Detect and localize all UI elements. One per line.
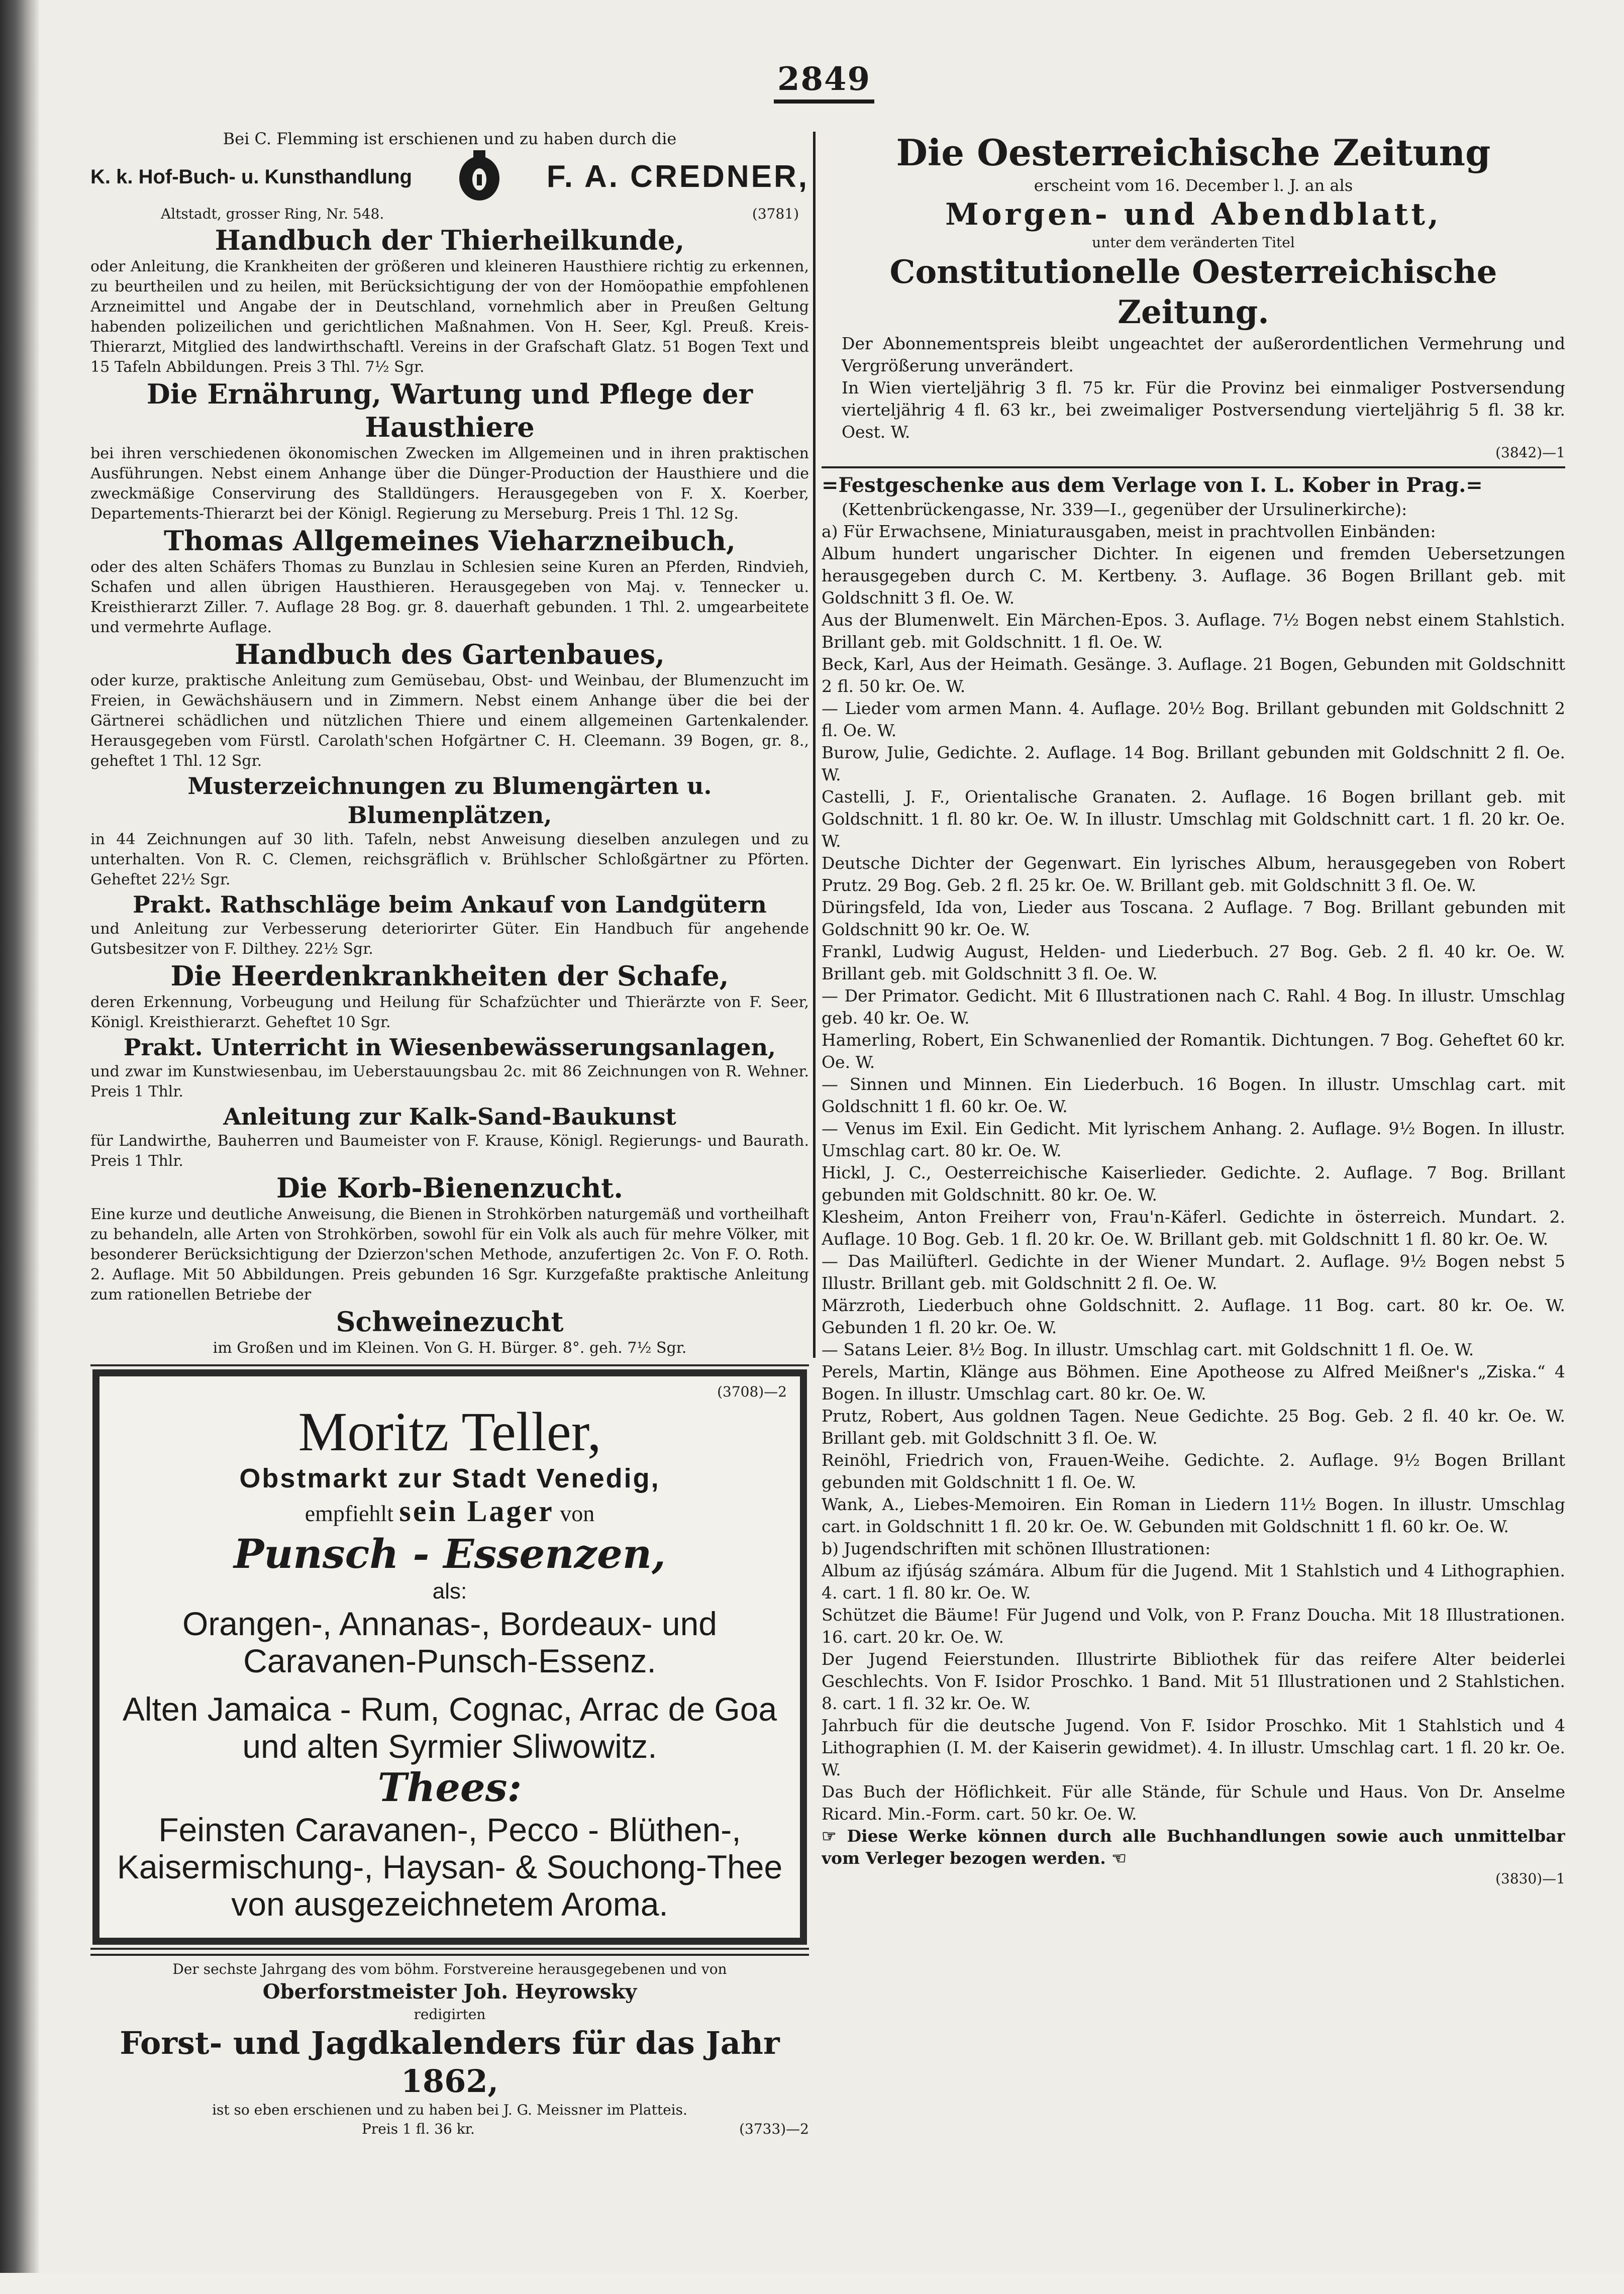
teller-tea-list: Feinsten Caravanen-, Pecco - Blüthen-, Kaisermischung-, Haysan- & Souchong-Thee von ausgezeichnetem Aroma. [117, 1811, 783, 1923]
list-item: Aus der Blumenwelt. Ein Märchen-Epos. 3. Auflage. 7½ Bogen nebst einem Stahlstich. Brillant geb. mit Goldschnitt. 1 fl. Oe. W. [822, 610, 1565, 652]
book-description: und Anleitung zur Verbesserung deteriorirter Güter. Ein Handbuch für angehende Gutsbesitzer von F. Dilthey. 22½ Sgr. [90, 920, 809, 958]
book-title: Die Korb-Bienenzucht. [276, 1172, 624, 1204]
list-item: Frankl, Ludwig August, Helden- und Liederbuch. 27 Bog. Geb. 2 fl. 40 kr. Oe. W. Brillant geb. mit Goldschnitt 3 fl. Oe. W. [822, 942, 1565, 983]
list-item: Der Jugend Feierstunden. Illustrirte Bibliothek für das reifere Alter beiderlei Geschlechts. Von F. Isidor Proschko. 1 Band. Mit 51 Illustrationen und 2 Stahlstichen. 8. cart. 1 fl. 32 kr. Oe. W. [822, 1649, 1565, 1713]
forst-ref: (3733)—2 [739, 2121, 809, 2137]
teller-name: Moritz Teller, [298, 1401, 601, 1462]
list-item: — Sinnen und Minnen. Ein Liederbuch. 16 Bogen. In illustr. Umschlag cart. mit Goldschnitt 1 fl. 60 kr. Oe. W. [822, 1074, 1565, 1116]
book-entry [90, 524, 809, 638]
list-item: Märzroth, Liederbuch ohne Goldschnitt. 2. Auflage. 11 Bog. cart. 80 kr. Oe. W. Gebunden 1 fl. 20 kr. Oe. W. [822, 1295, 1565, 1337]
list-item: Hamerling, Robert, Ein Schwanenlied der Romantik. Dichtungen. 7 Bog. Geheftet 60 kr. Oe. W. [822, 1030, 1565, 1072]
book-title: Prakt. Unterricht in Wiesenbewässerungsanlagen, [123, 1034, 776, 1061]
zeitung-prices: In Wien vierteljährig 3 fl. 75 kr. Für die Provinz bei einmaliger Postversendung vierteljährig 4 fl. 63 kr., bei zweimaliger Postversendung vierteljährig 5 fl. 38 kr. Oest. W. [842, 378, 1565, 442]
credner-header [90, 149, 809, 205]
list-item: — Das Mailüfterl. Gedichte in der Wiener Mundart. 2. Auflage. 9½ Bogen nebst 5 Illustr. Brillant geb. mit Goldschnitt 2 fl. Oe. W. [822, 1251, 1565, 1293]
list-item: Deutsche Dichter der Gegenwart. Ein lyrisches Album, herausgegeben von Robert Prutz. 29 Bog. Geb. 2 fl. 25 kr. Oe. W. Brillant geb. mit Goldschnitt 3 fl. Oe. W. [822, 853, 1565, 895]
teller-punsch: Punsch - Essenzen, [234, 1530, 666, 1577]
imperial-eagle-icon [457, 149, 502, 205]
book-title: Handbuch des Gartenbaues, [235, 638, 665, 670]
list-item: Düringsfeld, Ida von, Lieder aus Toscana. 2 Auflage. 7 Bog. Brillant gebunden mit Goldschnitt 90 kr. Oe. W. [822, 897, 1565, 939]
book-entry [90, 224, 809, 377]
book-description: oder Anleitung, die Krankheiten der größeren und kleineren Hausthiere richtig zu erkennen, zu beurtheilen und zu heilen, mit Berücksichtigung der von der Homöopathie empfohlenen Arzneimittel und Angabe der in Deutschland, vornehmlich aber in Preußen Geltung habenden polizeilichen und gerichtlichen Maßnahmen. Von H. Seer, Kgl. Preuß. Kreis-Thierarzt, Mitglied des landwirthschaftl. Vereins in der Grafschaft Glatz. 51 Bogen Text und 15 Tafeln Abbildungen. Preis 3 Thl. 7½ Sgr. [90, 258, 809, 376]
book-entry [90, 771, 809, 890]
teller-offer-b: sein Lager [399, 1494, 554, 1528]
kober-ref: (3830)—1 [1495, 1870, 1565, 1887]
column-divider [813, 132, 816, 1358]
kober-list-b [822, 1560, 1565, 1825]
teller-address: Obstmarkt zur Stadt Venedig, [239, 1463, 660, 1493]
credner-advertisement [90, 128, 809, 1358]
list-item: Reinöhl, Friedrich von, Frauen-Weihe. Gedichte. 2. Auflage. 9½ Bogen Brillant gebunden mit Goldschnitt 1 fl. Oe. W. [822, 1450, 1565, 1492]
kober-footer: ☞ Diese Werke können durch alle Buchhandlungen sowie auch unmittelbar vom Verleger bezogen werden. ☜ [822, 1826, 1565, 1868]
list-item: Schützet die Bäume! Für Jugend und Volk, von P. Franz Doucha. Mit 18 Illustrationen. 16. cart. 20 kr. Oe. W. [822, 1605, 1565, 1647]
kober-advertisement [822, 472, 1565, 1888]
forst-line3: redigirten [414, 2006, 486, 2023]
forst-line5: ist so eben erschienen und zu haben bei J. G. Meissner im Platteis. [212, 2102, 687, 2118]
forstkalender-advertisement [90, 1960, 809, 2139]
forst-price: Preis 1 fl. 36 kr. [362, 2121, 475, 2137]
list-item: — Der Primator. Gedicht. Mit 6 Illustrationen nach C. Rahl. 4 Bog. In illustr. Umschlag geb. 40 kr. Oe. W. [822, 986, 1565, 1028]
list-item: Klesheim, Anton Freiherr von, Frau'n-Käferl. Gedichte in österreich. Mundart. 2. Auflage. 10 Bog. Geb. 1 fl. 20 kr. Oe. W. Brillant geb. mit Goldschnitt 1 fl. 80 kr. Oe. W. [822, 1207, 1565, 1249]
zeitung-line1: erscheint vom 16. December l. J. an als [1034, 176, 1353, 195]
zeitung-line2: Morgen- und Abendblatt, [945, 197, 1442, 232]
credner-address: Altstadt, grosser Ring, Nr. 548. [161, 206, 384, 222]
list-item: Burow, Julie, Gedichte. 2. Auflage. 14 Bog. Brillant gebunden mit Goldschnitt 2 fl. Oe. W. [822, 743, 1565, 784]
book-entry [90, 1033, 809, 1102]
forst-price-row [90, 2120, 809, 2139]
book-description: und zwar im Kunstwiesenbau, im Ueberstauungsbau 2c. mit 86 Zeichnungen von R. Wehner. Preis 1 Thlr. [90, 1063, 809, 1101]
zeitung-title: Die Oesterreichische Zeitung [896, 131, 1491, 174]
list-item: Album az ifjúság számára. Album für die Jugend. Mit 1 Stahlstich und 4 Lithographien. 4. cart. 1 fl. 80 kr. Oe. W. [822, 1561, 1565, 1603]
forst-line2: Oberforstmeister Joh. Heyrowsky [262, 1980, 637, 2004]
credner-shop: K. k. Hof-Buch- u. Kunsthandlung [90, 166, 412, 188]
book-title: Die Ernährung, Wartung und Pflege der Hausthiere [146, 378, 753, 443]
kober-header: =Festgeschenke aus dem Verlage von I. L. Kober in Prag.= [822, 473, 1483, 497]
book-description: oder des alten Schäfers Thomas zu Bunzlau in Schlesien seine Kuren an Pferden, Rindvieh, Schafen und allen übrigen Hausthieren. Herausgegeben von Maj. v. Tennecker u. Kreisthierarzt Ziller. 7. Auflage 28 Bog. gr. 8. dauerhaft gebunden. 1 Thl. 2. umgearbeitete und vermehrte Auflage. [90, 558, 809, 636]
book-entry [90, 1171, 809, 1305]
teller-als: als: [432, 1579, 467, 1604]
left-column [90, 128, 809, 2294]
book-title: Thomas Allgemeines Vieharzneibuch, [164, 525, 736, 557]
list-item: — Lieder vom armen Mann. 4. Auflage. 20½ Bog. Brillant gebunden mit Goldschnitt 2 fl. Oe. W. [822, 699, 1565, 740]
zeitung-advertisement [822, 131, 1565, 462]
teller-offer-c: von [560, 1501, 595, 1526]
book-description: deren Erkennung, Vorbeugung und Heilung für Schafzüchter und Thierärzte von F. Seer, Königl. Kreisthierarzt. Geheftet 10 Sgr. [90, 993, 809, 1031]
list-item: Prutz, Robert, Aus goldnen Tagen. Neue Gedichte. 25 Bog. Geb. 2 fl. 40 kr. Oe. W. Brillant geb. mit Goldschnitt 3 fl. Oe. W. [822, 1406, 1565, 1448]
book-title: Schweinezucht [336, 1306, 564, 1338]
credner-ref: (3781) [752, 206, 799, 222]
list-item: Hickl, J. C., Oesterreichische Kaiserlieder. Gedichte. 2. Auflage. 7 Bog. Brillant gebunden mit Goldschnitt. 80 kr. Oe. W. [822, 1163, 1565, 1205]
list-item: Perels, Martin, Klänge aus Böhmen. Eine Apotheose zu Alfred Meißner's „Ziska.“ 4 Bogen. In illustr. Umschlag cart. 80 kr. Oe. W. [822, 1362, 1565, 1404]
teller-spirits: Alten Jamaica - Rum, Cognac, Arrac de Goa und alten Syrmier Sliwowitz. [122, 1690, 777, 1765]
book-description: im Großen und im Kleinen. Von G. H. Bürger. 8°. geh. 7½ Sgr. [213, 1339, 687, 1357]
forst-title: Forst- und Jagdkalenders für das Jahr 1862, [120, 2025, 780, 2100]
teller-advertisement [92, 1369, 807, 1945]
book-description: in 44 Zeichnungen auf 30 lith. Tafeln, nebst Anweisung dieselben anzulegen und zu unterhalten. Von R. C. Clemen, reichsgräflich v. Brühlscher Schloßgärtner zu Pförten. Geheftet 22½ Sgr. [90, 831, 809, 888]
list-item: Jahrbuch für die deutsche Jugend. Von F. Isidor Proschko. Mit 1 Stahlstich und 4 Lithographien (I. M. der Kaiserin gewidmet). 4. In illustr. Umschlag cart. 1 fl. 20 kr. Oe. W. [822, 1716, 1565, 1779]
separator [822, 466, 1565, 468]
book-description: Eine kurze und deutliche Anweisung, die Bienen in Strohkörben naturgemäß und vortheilhaft zu behandeln, alle Arten von Strohkörben, sowohl für ein Volk als auch für mehre Völker, mit besonderer Berücksichtigung der Dzierzon'schen Methode, anzufertigen 2c. Von F. O. Roth. 2. Auflage. Mit 50 Abbildungen. Preis gebunden 16 Sgr. Kurzgefaßte praktische Anleitung zum rationellen Betriebe der [90, 1206, 809, 1304]
separator [90, 1954, 809, 1956]
teller-offer-a: empfiehlt [304, 1501, 393, 1526]
zeitung-ref: (3842)—1 [1495, 444, 1565, 461]
list-item: — Venus im Exil. Ein Gedicht. Mit lyrischem Anhang. 2. Auflage. 9½ Bogen. In illustr. Umschlag cart. 80 kr. Oe. W. [822, 1119, 1565, 1160]
book-entry [90, 638, 809, 771]
list-item: Das Buch der Höflichkeit. Für alle Stände, für Schule und Haus. Von Dr. Anselme Ricard. Min.-Form. cart. 50 kr. Oe. W. [822, 1782, 1565, 1824]
book-description: oder kurze, praktische Anleitung zum Gemüsebau, Obst- und Weinbau, der Blumenzucht im Freien, in Gewächshäusern und in Zimmern. Nebst einem Anhange über die bei der Gärtnerei schädlichen und nützlichen Thiere und einem allgemeinen Gartenkalender. Herausgegeben vom Fürstl. Carolath'schen Hofgärtner C. H. Cleemann. 39 Bogen, gr. 8., geheftet 1 Thl. 12 Sgr. [90, 672, 809, 770]
book-entry [90, 890, 809, 959]
kober-section-b: b) Jugendschriften mit schönen Illustrationen: [822, 1539, 1211, 1558]
list-item: Beck, Karl, Aus der Heimath. Gesänge. 3. Auflage. 21 Bogen, Gebunden mit Goldschnitt 2 fl. 50 kr. Oe. W. [822, 654, 1565, 696]
credner-name: F. A. CREDNER, [546, 159, 809, 194]
teller-offer-line [113, 1495, 787, 1530]
list-item: Castelli, J. F., Orientalische Granaten. 2. Auflage. 16 Bogen brillant geb. mit Goldschnitt. 1 fl. 80 kr. Oe. W. In illustr. Umschlag mit Goldschnitt cart. 1 fl. 20 kr. Oe. W. [822, 787, 1565, 851]
list-item: Album hundert ungarischer Dichter. In eigenen und fremden Uebersetzungen herausgegeben durch C. M. Kertbeny. 3. Auflage. 36 Bogen Brillant geb. mit Goldschnitt 3 fl. Oe. W. [822, 544, 1565, 608]
book-list [90, 224, 809, 1358]
book-entry [90, 377, 809, 524]
credner-intro: Bei C. Flemming ist erschienen und zu haben durch die [223, 129, 677, 148]
book-title: Prakt. Rathschläge beim Ankauf von Landgütern [133, 891, 767, 918]
zeitung-new-title: Constitutionelle Oesterreichische Zeitung. [889, 253, 1497, 331]
teller-ref: (3708)—2 [717, 1383, 787, 1400]
credner-address-row [90, 205, 809, 224]
list-item: Wank, A., Liebes-Memoiren. Ein Roman in Liedern 11½ Bogen. In illustr. Umschlag cart. in Goldschnitt 1 fl. 20 kr. Oe. W. Gebunden mit Goldschnitt 1 fl. 60 kr. Oe. W. [822, 1494, 1565, 1536]
kober-address: (Kettenbrückengasse, Nr. 339—I., gegenüber der Ursulinerkirche): [842, 500, 1407, 519]
zeitung-line3: unter dem veränderten Titel [1092, 234, 1295, 251]
page-number: 2849 [774, 59, 874, 104]
teller-essences: Orangen-, Annanas-, Bordeaux- und Caravanen-Punsch-Essenz. [182, 1605, 718, 1679]
page-binding-edge [0, 0, 39, 2273]
book-title: Anleitung zur Kalk-Sand-Baukunst [223, 1103, 676, 1130]
book-entry [90, 1102, 809, 1171]
book-description: bei ihren verschiedenen ökonomischen Zwecken im Allgemeinen und in ihren praktischen Ausführungen. Nebst einem Anhange über die Dünger-Production der Hausthiere und die zweckmäßige Conservirung des Stalldüngers. Herausgegeben von F. X. Koerber, Departements-Thierarzt bei der Königl. Regierung zu Merseburg. Preis 1 Thl. 12 Sg. [90, 445, 809, 523]
book-title: Musterzeichnungen zu Blumengärten u. Blumenplätzen, [187, 772, 712, 829]
kober-list-a [822, 543, 1565, 1538]
right-column [822, 131, 1565, 2231]
book-entry [90, 1305, 809, 1358]
book-description: für Landwirthe, Bauherren und Baumeister von F. Krause, Königl. Regierungs- und Baurath. Preis 1 Thlr. [90, 1132, 809, 1170]
teller-thees: Thees: [377, 1765, 522, 1811]
kober-section-a: a) Für Erwachsene, Miniaturausgaben, meist in prachtvollen Einbänden: [822, 522, 1436, 541]
book-title: Die Heerdenkrankheiten der Schafe, [170, 960, 729, 992]
zeitung-text: Der Abonnementspreis bleibt ungeachtet der außerordentlichen Vermehrung und Vergrößerung unverändert. [842, 334, 1565, 375]
book-entry [90, 959, 809, 1033]
forst-line1: Der sechste Jahrgang des vom böhm. Forstvereine herausgegebenen und von [172, 1961, 727, 1977]
list-item: — Satans Leier. 8½ Bog. In illustr. Umschlag cart. mit Goldschnitt 1 fl. Oe. W. [822, 1340, 1474, 1359]
book-title: Handbuch der Thierheilkunde, [215, 224, 685, 256]
